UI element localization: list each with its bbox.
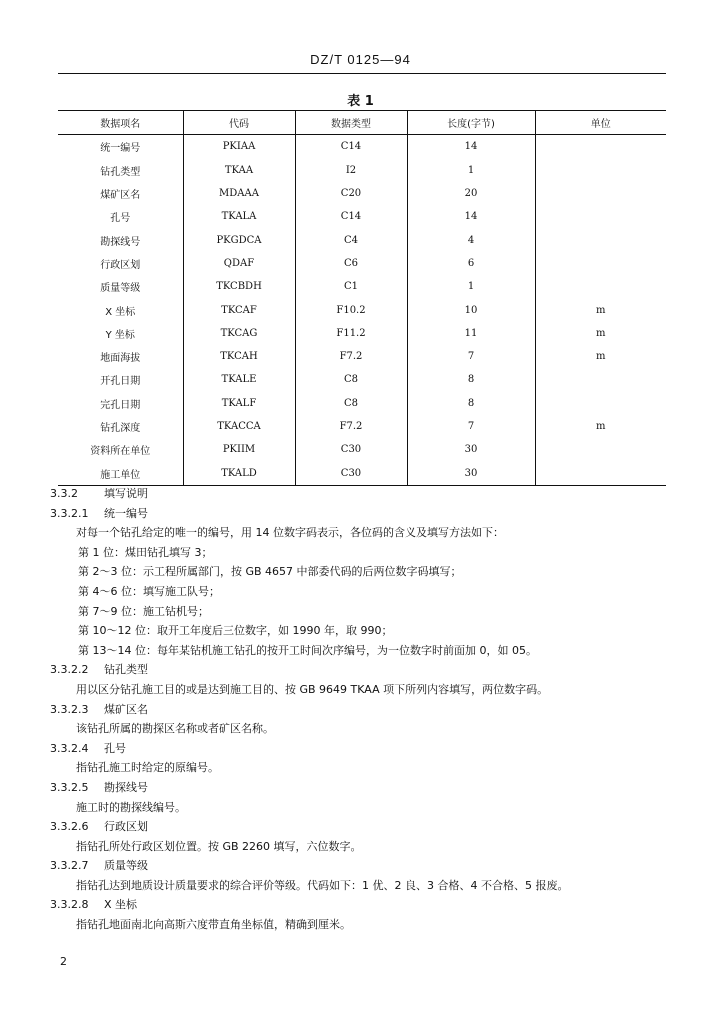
table-row: [58, 392, 666, 415]
paragraph: 用以区分钻孔施工目的或是达到施工目的、按 GB 9649 TKAA 项下所列内容填写，两位数字码。: [76, 682, 549, 696]
table-row: [58, 252, 666, 275]
code-cell: TKALD: [183, 461, 295, 485]
data-item-name-cell: 完孔日期: [58, 392, 183, 415]
code-cell: TKALE: [183, 368, 295, 391]
section-title: 孔号: [104, 741, 126, 755]
length-cell: 20: [407, 182, 535, 205]
unit-cell: [535, 275, 666, 298]
header-rule: [58, 73, 666, 74]
code-cell: TKACCA: [183, 415, 295, 438]
data-item-name-cell: 行政区划: [58, 252, 183, 275]
unit-cell: m: [535, 415, 666, 438]
section-title: X 坐标: [104, 898, 138, 912]
length-cell: 14: [407, 205, 535, 228]
code-cell: PKIAA: [183, 135, 295, 159]
column-header: 数据项名: [58, 111, 183, 135]
unit-cell: m: [535, 322, 666, 345]
data-item-name-cell: 质量等级: [58, 275, 183, 298]
length-cell: 1: [407, 275, 535, 298]
section-number: 3.3.2.1: [50, 506, 89, 520]
data-type-cell: C30: [295, 461, 407, 485]
unit-cell: [535, 205, 666, 228]
standard-code: DZ/T 0125—94: [310, 52, 411, 67]
table-row: [58, 159, 666, 182]
table-header-row: [58, 111, 666, 135]
table-row: [58, 298, 666, 321]
data-type-cell: C8: [295, 368, 407, 391]
section-title: 勘探线号: [104, 780, 148, 794]
section-heading: [50, 817, 690, 837]
paragraph: 指钻孔达到地质设计质量要求的综合评价等级。代码如下：1 优、2 良、3 合格、4 不合格、5 报废。: [76, 878, 569, 892]
column-header: 单位: [535, 111, 666, 135]
body-text: [50, 484, 690, 935]
length-cell: 7: [407, 345, 535, 368]
code-cell: QDAF: [183, 252, 295, 275]
data-item-name-cell: 钻孔类型: [58, 159, 183, 182]
table-title: 表 1: [347, 94, 374, 109]
unit-cell: [535, 368, 666, 391]
section-title: 质量等级: [104, 859, 148, 873]
data-item-name-cell: 开孔日期: [58, 368, 183, 391]
data-type-cell: C4: [295, 228, 407, 251]
data-type-cell: C8: [295, 392, 407, 415]
code-cell: TKAA: [183, 159, 295, 182]
section-heading: [50, 700, 690, 720]
unit-cell: m: [535, 298, 666, 321]
code-cell: TKALF: [183, 392, 295, 415]
section-number: 3.3.2.4: [50, 741, 89, 755]
unit-cell: [535, 392, 666, 415]
code-cell: TKCBDH: [183, 275, 295, 298]
section-heading: [50, 504, 690, 524]
length-cell: 14: [407, 135, 535, 159]
length-cell: 30: [407, 461, 535, 485]
length-cell: 8: [407, 392, 535, 415]
section-title: 填写说明: [104, 487, 148, 500]
paragraph: 第 2～3 位：示工程所属部门，按 GB 4657 中部委代码的后两位数字码填写；: [78, 565, 462, 579]
paragraph: 第 10～12 位：取开工年度后三位数字，如 1990 年，取 990；: [78, 624, 393, 638]
unit-cell: [535, 252, 666, 275]
data-item-name-cell: 钻孔深度: [58, 415, 183, 438]
data-type-cell: C6: [295, 252, 407, 275]
code-cell: TKCAG: [183, 322, 295, 345]
length-cell: 11: [407, 322, 535, 345]
table-row: [58, 322, 666, 345]
unit-cell: [535, 228, 666, 251]
table-row: [58, 275, 666, 298]
section-heading: [50, 484, 690, 504]
data-item-name-cell: 煤矿区名: [58, 182, 183, 205]
section-number: 3.3.2.2: [50, 663, 89, 677]
data-item-name-cell: 资料所在单位: [58, 438, 183, 461]
length-cell: 7: [407, 415, 535, 438]
data-item-name-cell: X 坐标: [58, 298, 183, 321]
section-title: 煤矿区名: [104, 702, 148, 716]
length-cell: 30: [407, 438, 535, 461]
paragraph: 第 1 位：煤田钻孔填写 3；: [78, 545, 213, 559]
data-item-name-cell: 统一编号: [58, 135, 183, 159]
code-cell: TKCAF: [183, 298, 295, 321]
table-row: [58, 461, 666, 485]
section-title: 钻孔类型: [104, 663, 148, 677]
paragraph: 指钻孔施工时给定的原编号。: [76, 761, 219, 775]
data-item-name-cell: 孔号: [58, 205, 183, 228]
unit-cell: m: [535, 345, 666, 368]
data-type-cell: F7.2: [295, 415, 407, 438]
section-number: 3.3.2.7: [50, 859, 89, 873]
table-row: [58, 415, 666, 438]
length-cell: 10: [407, 298, 535, 321]
table-row: [58, 205, 666, 228]
column-header: 代码: [183, 111, 295, 135]
paragraph: 第 7～9 位：施工钻机号；: [78, 604, 209, 618]
data-item-name-cell: 勘探线号: [58, 228, 183, 251]
paragraph: 对每一个钻孔给定的唯一的编号，用 14 位数字码表示，各位码的含义及填写方法如下：: [76, 526, 504, 540]
paragraph: 第 4～6 位：填写施工队号；: [78, 584, 220, 598]
unit-cell: [535, 182, 666, 205]
section-number: 3.3.2.6: [50, 820, 89, 834]
data-type-cell: C14: [295, 135, 407, 159]
data-type-cell: C20: [295, 182, 407, 205]
column-header: 数据类型: [295, 111, 407, 135]
code-cell: TKALA: [183, 205, 295, 228]
data-type-cell: C14: [295, 205, 407, 228]
table-row: [58, 135, 666, 159]
table-row: [58, 345, 666, 368]
data-type-cell: F7.2: [295, 345, 407, 368]
table-row: [58, 182, 666, 205]
length-cell: 8: [407, 368, 535, 391]
data-type-cell: C1: [295, 275, 407, 298]
data-type-cell: C30: [295, 438, 407, 461]
table-row: [58, 368, 666, 391]
length-cell: 4: [407, 228, 535, 251]
data-item-table: [58, 110, 666, 486]
section-title: 行政区划: [104, 820, 148, 834]
section-number: 3.3.2.8: [50, 898, 89, 912]
section-number: 3.3.2.5: [50, 780, 89, 794]
paragraph: 指钻孔所处行政区划位置。按 GB 2260 填写，六位数字。: [76, 839, 362, 853]
code-cell: TKCAH: [183, 345, 295, 368]
unit-cell: [535, 159, 666, 182]
section-heading: [50, 856, 690, 876]
data-type-cell: F11.2: [295, 322, 407, 345]
code-cell: MDAAA: [183, 182, 295, 205]
data-item-name-cell: 地面海拔: [58, 345, 183, 368]
paragraph: 指钻孔地面南北向高斯六度带直角坐标值，精确到厘米。: [76, 918, 351, 932]
code-cell: PKGDCA: [183, 228, 295, 251]
section-number: 3.3.2.3: [50, 702, 89, 716]
length-cell: 6: [407, 252, 535, 275]
unit-cell: [535, 461, 666, 485]
section-heading: [50, 739, 690, 759]
paragraph: 施工时的勘探线编号。: [76, 800, 186, 814]
page-number: 2: [60, 955, 67, 968]
data-type-cell: I2: [295, 159, 407, 182]
section-number: 3.3.2: [50, 487, 78, 500]
paragraph: 该钻孔所属的勘探区名称或者矿区名称。: [76, 722, 274, 736]
length-cell: 1: [407, 159, 535, 182]
section-heading: [50, 660, 690, 680]
section-heading: [50, 778, 690, 798]
code-cell: PKIIM: [183, 438, 295, 461]
data-item-name-cell: 施工单位: [58, 461, 183, 485]
data-item-name-cell: Y 坐标: [58, 322, 183, 345]
table-row: [58, 228, 666, 251]
unit-cell: [535, 438, 666, 461]
section-heading: [50, 895, 690, 915]
unit-cell: [535, 135, 666, 159]
column-header: 长度(字节): [407, 111, 535, 135]
paragraph: 第 13～14 位：每年某钻机施工钻孔的按开工时间次序编号，为一位数字时前面加 0，如 05。: [78, 643, 537, 657]
section-title: 统一编号: [104, 506, 148, 520]
table-row: [58, 438, 666, 461]
data-type-cell: F10.2: [295, 298, 407, 321]
